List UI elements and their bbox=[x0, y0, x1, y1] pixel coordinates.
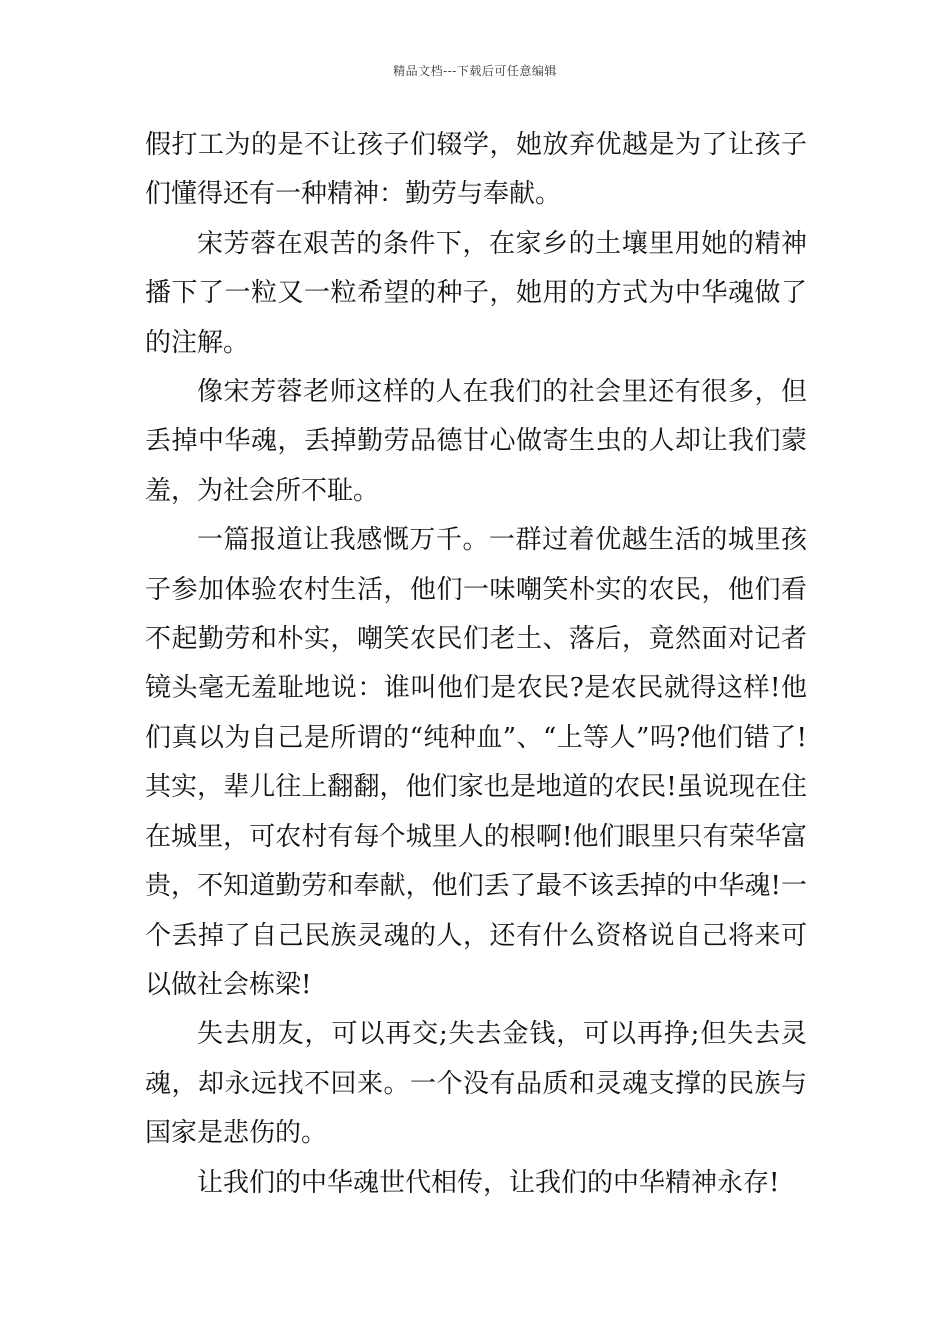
paragraph-3: 像宋芳蓉老师这样的人在我们的社会里还有很多，但丢掉中华魂，丢掉勤劳品德甘心做寄生虫的人却让我们蒙羞，为社会所不耻。 bbox=[145, 377, 807, 506]
page-header: 精品文档---下载后可任意编辑 bbox=[393, 64, 557, 78]
paragraph-4: 一篇报道让我感慨万千。一群过着优越生活的城里孩子参加体验农村生活，他们一味嘲笑朴实的农民，他们看不起勤劳和朴实，嘲笑农民们老土、落后，竟然面对记者镜头毫无羞耻地说：谁叫他们是农民?是农民就得这样!他们真以为自己是所谓的“纯种血”、“上等人”吗?他们错了!其实，辈儿往上翻翻，他们家也是地道的农民!虽说现在住在城里，可农村有每个城里人的根啊!他们眼里只有荣华富贵，不知道勤劳和奉献，他们丢了最不该丢掉的中华魂!一个丢掉了自己民族灵魂的人，还有什么资格说自己将来可以做社会栋梁! bbox=[145, 525, 807, 1000]
paragraph-1: 假打工为的是不让孩子们辍学，她放弃优越是为了让孩子们懂得还有一种精神：勤劳与奉献。 bbox=[145, 130, 807, 210]
paragraph-6: 让我们的中华魂世代相传，让我们的中华精神永存! bbox=[197, 1167, 780, 1198]
document-body bbox=[145, 121, 807, 1208]
paragraph-5: 失去朋友，可以再交;失去金钱，可以再挣;但失去灵魂，却永远找不回来。一个没有品质和灵魂支撑的民族与国家是悲伤的。 bbox=[145, 1019, 807, 1149]
paragraph-2: 宋芳蓉在艰苦的条件下，在家乡的土壤里用她的精神播下了一粒又一粒希望的种子，她用的方式为中华魂做了的注解。 bbox=[145, 228, 807, 358]
